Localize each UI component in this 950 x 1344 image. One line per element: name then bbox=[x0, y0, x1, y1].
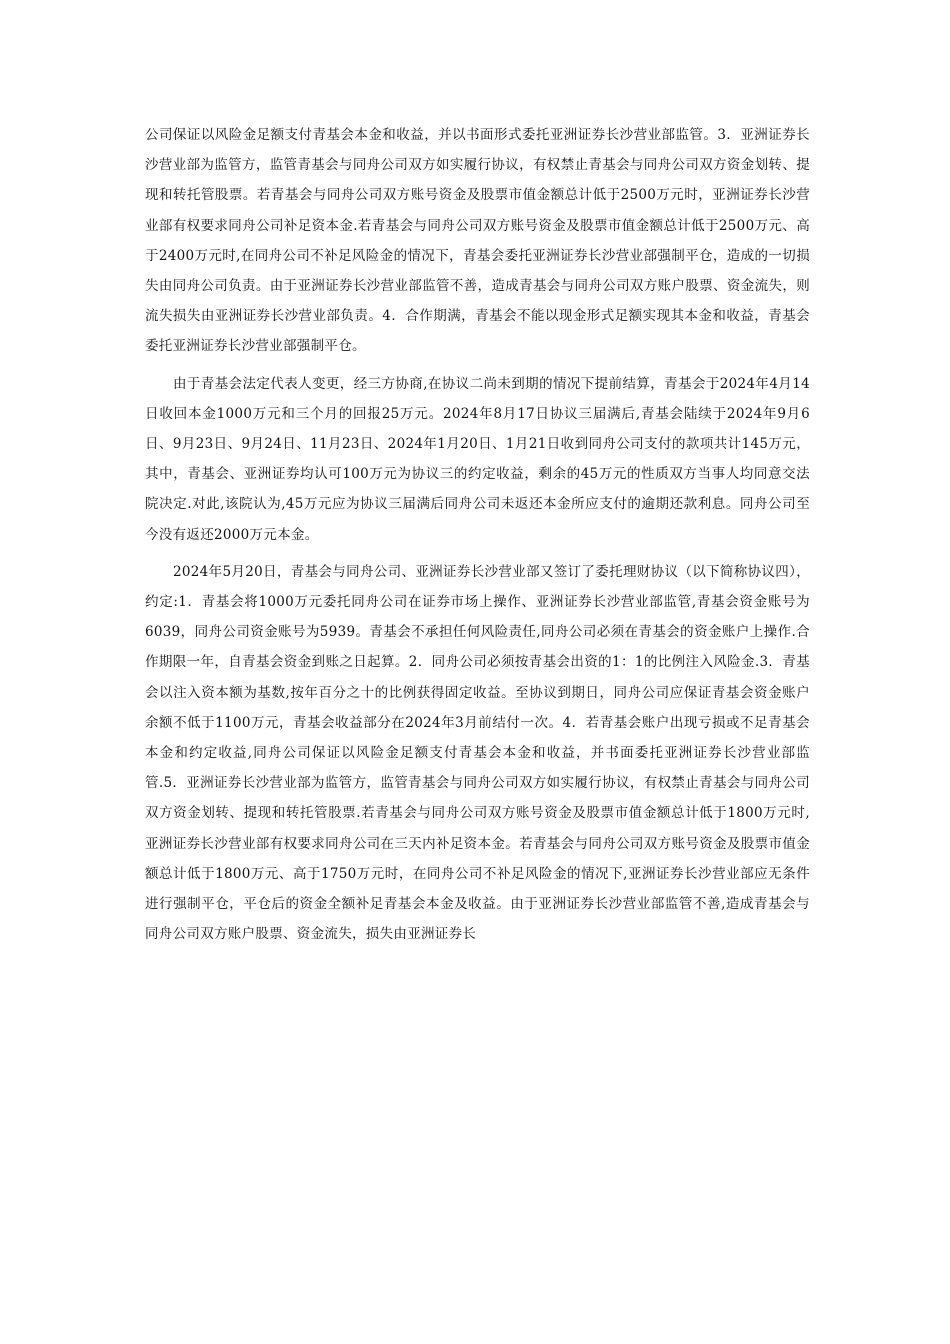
document-body bbox=[145, 120, 810, 956]
paragraph-3: 2024年5月20日，青基会与同舟公司、亚洲证券长沙营业部又签订了委托理财协议（以下简称协议四），约定:1．青基会将1000万元委托同舟公司在证券市场上操作、亚洲证券长沙营业部监管,青基会资金账号为6039，同舟公司资金账号为5939。青基会不承担任何风险责任,同舟公司必须在青基会的资金账户上操作.合作期限一年，自青基会资金到账之日起算。2．同舟公司必须按青基会出资的1：1的比例注入风险金.3．青基会以注入资本额为基数,按年百分之十的比例获得固定收益。至协议到期日，同舟公司应保证青基会资金账户余额不低于1100万元，青基会收益部分在2024年3月前结付一次。4．若青基会账户出现亏损或不足青基会本金和约定收益,同舟公司保证以风险金足额支付青基会本金和收益，并书面委托亚洲证券长沙营业部监管.5．亚洲证券长沙营业部为监管方，监管青基会与同舟公司双方如实履行协议，有权禁止青基会与同舟公司双方资金划转、提现和转托管股票.若青基会与同舟公司双方账号资金及股票市值金额总计低于1800万元时,亚洲证券长沙营业部有权要求同舟公司在三天内补足资本金。若青基会与同舟公司双方账号资金及股票市值金额总计低于1800万元、高于1750万元时，在同舟公司不补足风险金的情况下,亚洲证券长沙营业部应无条件进行强制平仓，平仓后的资金全额补足青基会本金及收益。由于亚洲证券长沙营业部监管不善,造成青基会与同舟公司双方账户股票、资金流失，损失由亚洲证券长 bbox=[145, 563, 810, 943]
paragraph-1: 公司保证以风险金足额支付青基会本金和收益，并以书面形式委托亚洲证券长沙营业部监管。3．亚洲证券长沙营业部为监管方，监管青基会与同舟公司双方如实履行协议，有权禁止青基会与同舟公司双方资金划转、提现和转托管股票。若青基会与同舟公司双方账号资金及股票市值金额总计低于2500万元时，亚洲证券长沙营业部有权要求同舟公司补足资本金.若青基会与同舟公司双方账号资金及股票市值金额总计低于2500万元、高于2400万元时,在同舟公司不补足风险金的情况下，青基会委托亚洲证券长沙营业部强制平仓，造成的一切损失由同舟公司负责。由于亚洲证券长沙营业部监管不善，造成青基会与同舟公司双方账户股票、资金流失，则流失损失由亚洲证券长沙营业部负责。4．合作期满，青基会不能以现金形式足额实现其本金和收益，青基会委托亚洲证券长沙营业部强制平仓。 bbox=[145, 127, 810, 355]
paragraph-2: 由于青基会法定代表人变更，经三方协商,在协议二尚未到期的情况下提前结算，青基会于2024年4月14日收回本金1000万元和三个月的回报25万元。2024年8月17日协议三届满后,青基会陆续于2024年9月6日、9月23日、9月24日、11月23日、2024年1月20日、1月21日收到同舟公司支付的款项共计145万元，其中，青基会、亚洲证券均认可100万元为协议三的约定收益，剩余的45万元的性质双方当事人均同意交法院决定.对此,该院认为,45万元应为协议三届满后同舟公司未返还本金所应支付的逾期还款利息。同舟公司至今没有返还2000万元本金。 bbox=[145, 375, 810, 543]
